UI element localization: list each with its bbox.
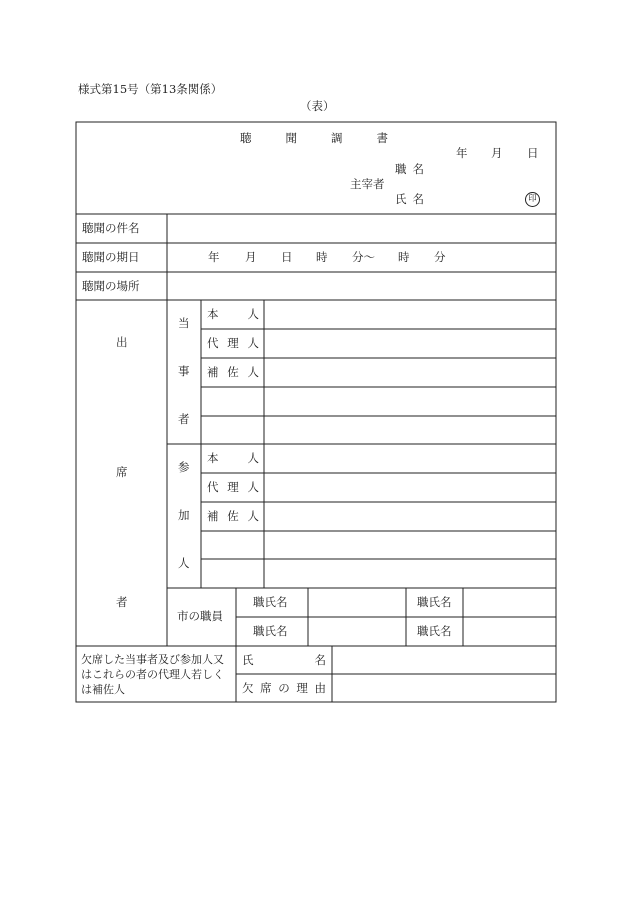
- hearing-place-label: 聴聞の場所: [82, 279, 140, 293]
- party-label-char-1: 当: [178, 316, 190, 330]
- seal-mark: 印: [525, 192, 540, 207]
- case-name-label: 聴聞の件名: [82, 221, 140, 235]
- absent-persons-note: 欠席した当事者及び参加人又はこれらの者の代理人若しくは補佐人: [81, 653, 224, 696]
- date-day-label: 日: [527, 146, 539, 160]
- document-title: 聴聞調書: [240, 131, 422, 145]
- party-label-char-3: 者: [178, 412, 190, 426]
- city-staff-name-label-1: 職氏名: [253, 595, 288, 609]
- city-staff-name-label-4: 職氏名: [417, 624, 452, 638]
- participant-label-char-2: 加: [178, 508, 190, 522]
- hearing-date-hour-end: 時: [398, 250, 410, 264]
- participant-assistant-label: 補佐人: [207, 509, 259, 523]
- participant-label-char-1: 参: [178, 460, 190, 474]
- hearing-date-minute-end: 分: [434, 250, 446, 264]
- presider-label: 主宰者: [350, 177, 385, 191]
- date-year-label: 年: [456, 146, 468, 160]
- party-principal-label: 本人: [207, 307, 259, 321]
- full-name-label: 氏名: [395, 192, 430, 206]
- attendees-label-char-3: 者: [116, 595, 128, 609]
- attendees-label-char-1: 出: [116, 335, 128, 349]
- form-side-label: （表）: [300, 99, 335, 113]
- hearing-date-month: 月: [245, 250, 257, 264]
- party-agent-label: 代理人: [207, 336, 259, 350]
- hearing-date-label: 聴聞の期日: [82, 250, 140, 264]
- hearing-date-day: 日: [281, 250, 293, 264]
- job-title-label: 職名: [395, 162, 430, 176]
- participant-agent-label: 代理人: [207, 480, 259, 494]
- city-staff-name-label-3: 職氏名: [417, 595, 452, 609]
- participant-principal-label: 本人: [207, 451, 259, 465]
- absent-reason-label: 欠席の理由: [242, 681, 326, 695]
- absent-name-label: 氏名: [242, 653, 326, 667]
- party-assistant-label: 補佐人: [207, 365, 259, 379]
- attendees-label-char-2: 席: [116, 465, 128, 479]
- hearing-date-minute-start: 分～: [352, 250, 375, 264]
- hearing-date-hour-start: 時: [316, 250, 328, 264]
- participant-label-char-3: 人: [178, 556, 190, 570]
- date-month-label: 月: [491, 146, 503, 160]
- hearing-date-year: 年: [208, 250, 220, 264]
- form-number: 様式第15号（第13条関係）: [78, 82, 223, 96]
- city-staff-label: 市の職員: [177, 609, 223, 623]
- table-outer-border: [76, 122, 556, 702]
- party-label-char-2: 事: [178, 364, 190, 378]
- city-staff-name-label-2: 職氏名: [253, 624, 288, 638]
